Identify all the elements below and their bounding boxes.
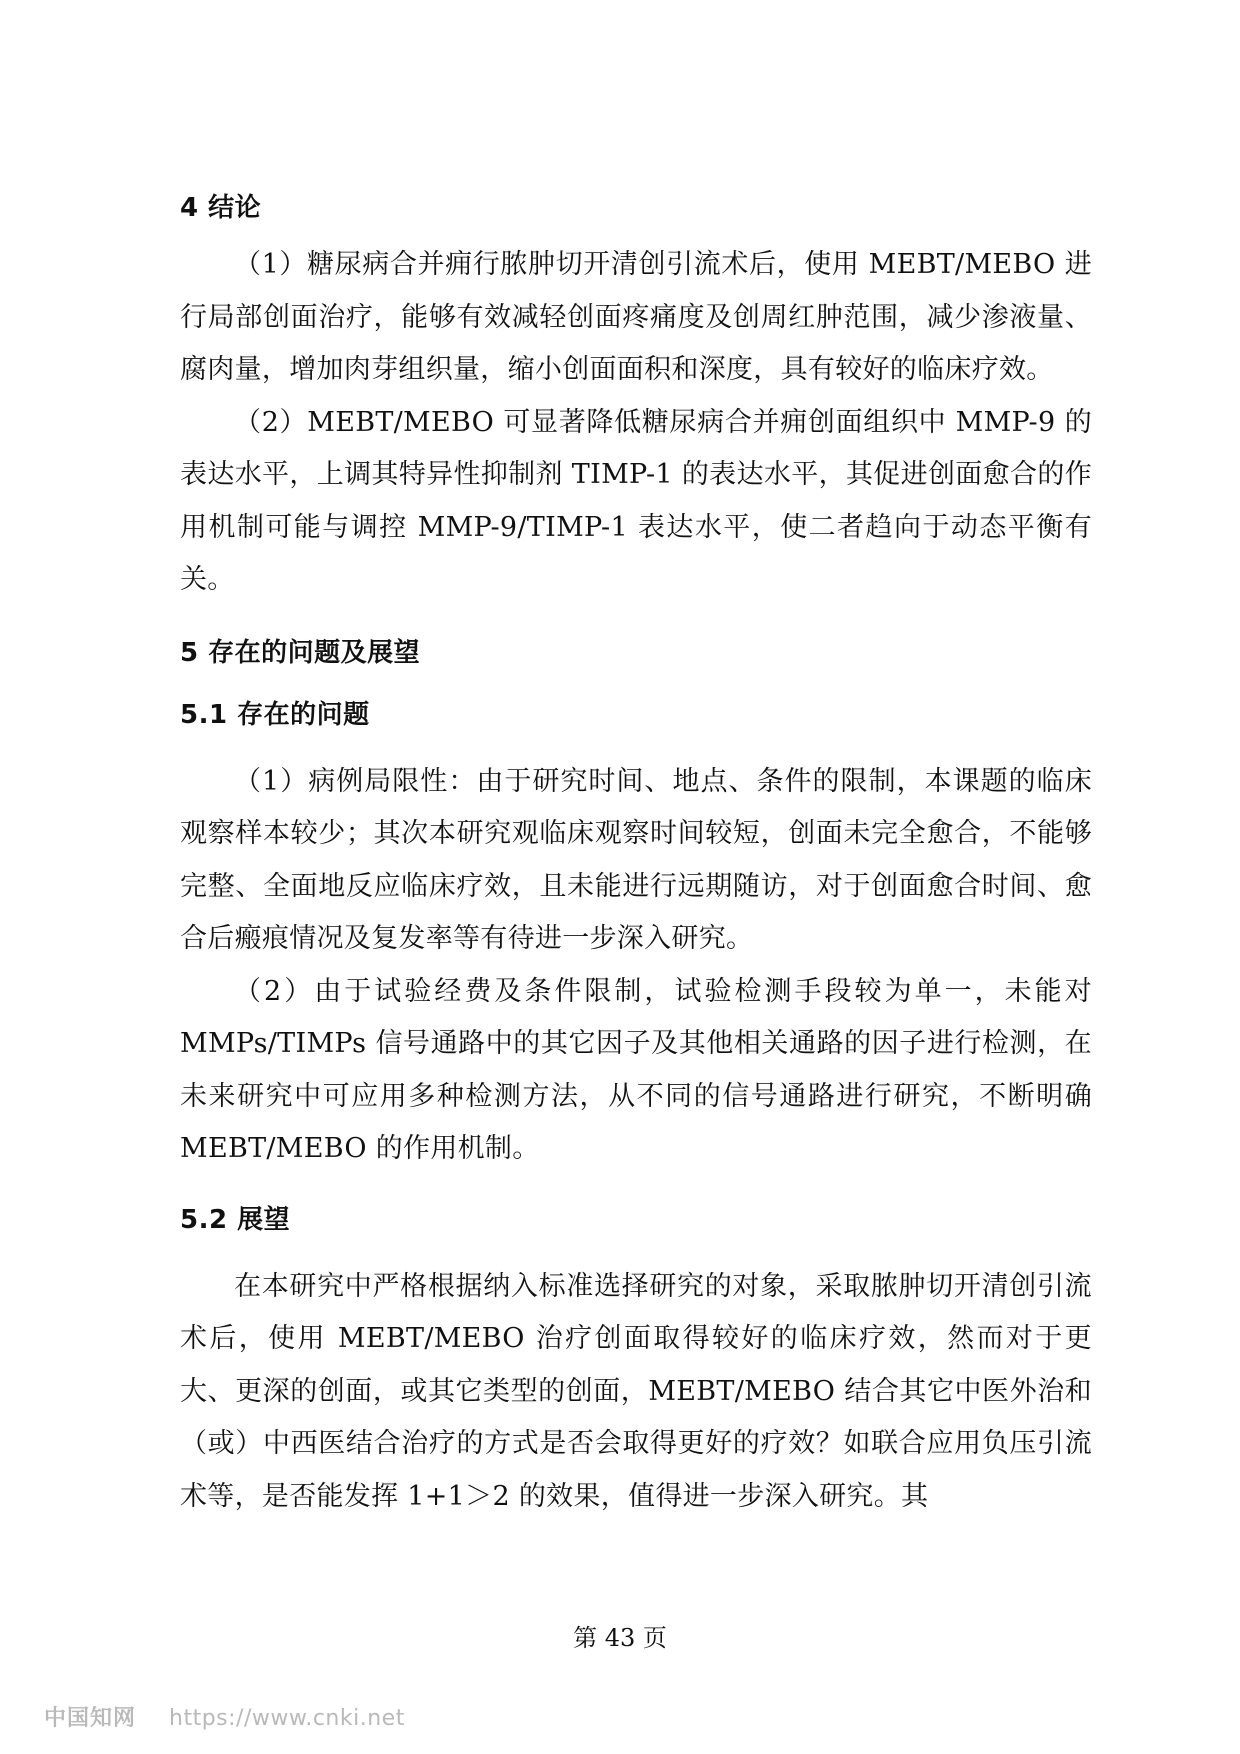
section-4-paragraph-2: （2）MEBT/MEBO 可显著降低糖尿病合并痈创面组织中 MMP-9 的表达水平，上调其特异性抑制剂 TIMP-1 的表达水平，其促进创面愈合的作用机制可能与调控 MMP-9/TIMP-1 表达水平，使二者趋向于动态平衡有关。: [180, 406, 1092, 595]
section-4-paragraph-1: （1）糖尿病合并痈行脓肿切开清创引流术后，使用 MEBT/MEBO 进行局部创面治疗，能够有效减轻创面疼痛度及创周红肿范围，减少渗液量、腐肉量，增加肉芽组织量，缩小创面面积和深度，具有较好的临床疗效。: [180, 249, 1092, 385]
watermark: [44, 1704, 405, 1734]
page-number: 第 43 页: [573, 1624, 667, 1652]
watermark-brand: 中国知网: [44, 1706, 137, 1731]
section-5-1-paragraph-1: （1）病例局限性：由于研究时间、地点、条件的限制，本课题的临床观察样本较少；其次本研究观临床观察时间较短，创面未完全愈合，不能够完整、全面地反应临床疗效，且未能进行远期随访，对于创面愈合时间、愈合后瘢痕情况及复发率等有待进一步深入研究。: [180, 765, 1092, 954]
section-5-heading: 5 存在的问题及展望: [180, 637, 421, 668]
section-5-1-heading: 5.1 存在的问题: [180, 699, 370, 730]
section-5-1-paragraph-2: （2）由于试验经费及条件限制，试验检测手段较为单一，未能对 MMPs/TIMPs 信号通路中的其它因子及其他相关通路的因子进行检测，在未来研究中可应用多种检测方法，从不同的信号通路进行研究，不断明确 MEBT/MEBO 的作用机制。: [180, 975, 1092, 1164]
section-4-heading: 4 结论: [180, 193, 262, 223]
watermark-url: https://www.cnki.net: [169, 1706, 405, 1731]
section-5-2-paragraph-1: 在本研究中严格根据纳入标准选择研究的对象，采取脓肿切开清创引流术后，使用 MEBT/MEBO 治疗创面取得较好的临床疗效，然而对于更大、更深的创面，或其它类型的创面，MEBT/MEBO 结合其它中医外治和（或）中西医结合治疗的方式是否会取得更好的疗效？如联合应用负压引流术等，是否能发挥 1+1＞2 的效果，值得进一步深入研究。其: [180, 1270, 1092, 1512]
section-5-2-heading: 5.2 展望: [180, 1204, 291, 1235]
document-page: [180, 188, 1092, 1523]
